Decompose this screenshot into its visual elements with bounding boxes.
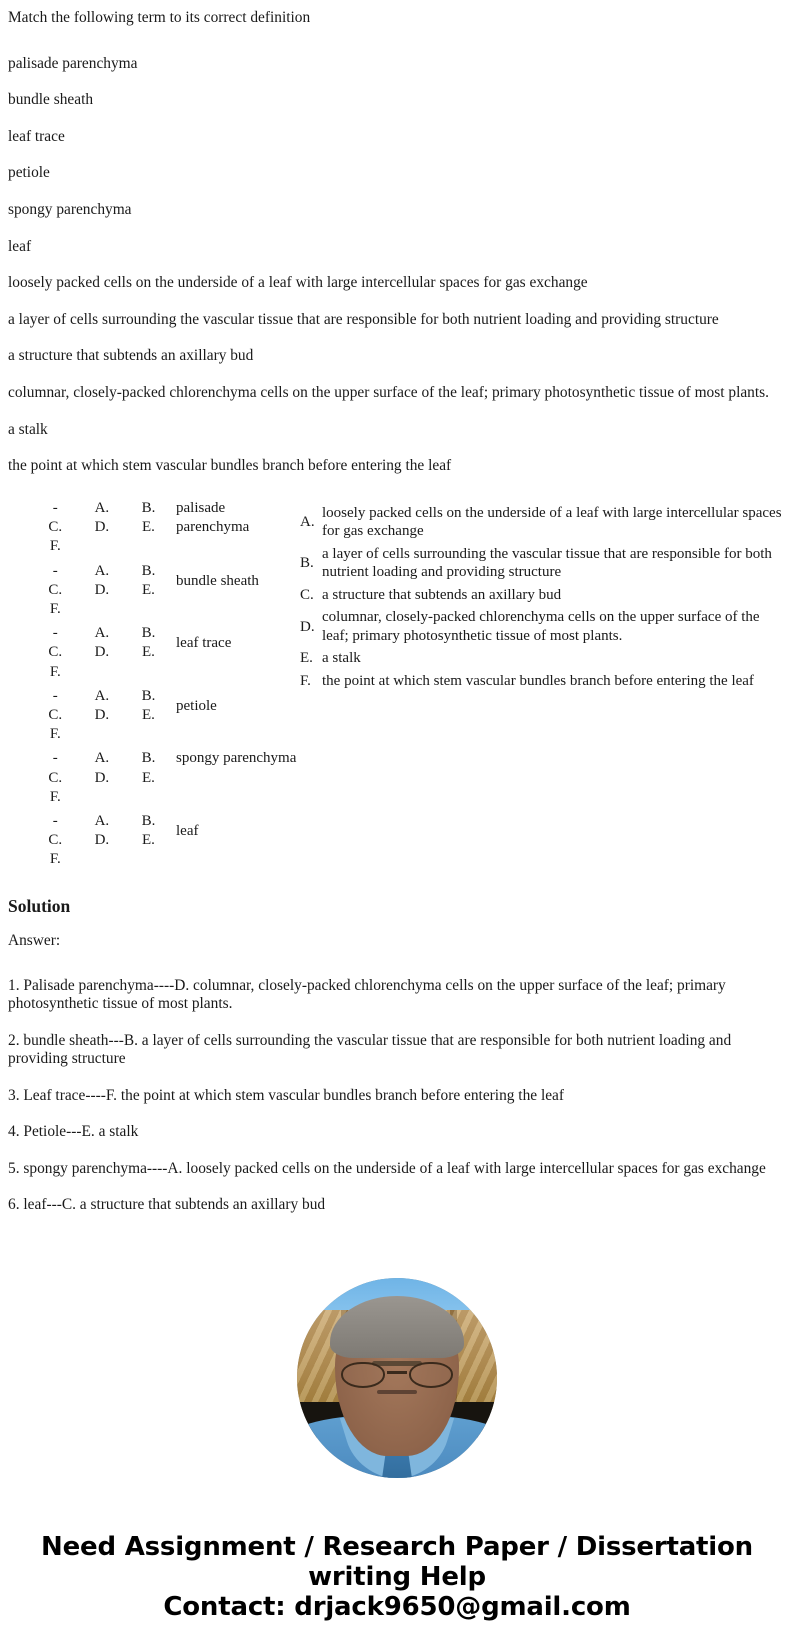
matching-option-C[interactable]: C.	[48, 644, 63, 661]
matching-option-A[interactable]: A.	[94, 687, 110, 704]
footer-line-1: Need Assignment / Research Paper / Dissertation	[41, 1532, 753, 1563]
matching-option-F[interactable]: F.	[49, 726, 61, 743]
matching-row	[32, 807, 300, 870]
definition-row	[300, 545, 786, 582]
statement-line: bundle sheath	[8, 91, 94, 109]
matching-option-F[interactable]: F.	[49, 851, 61, 868]
definition-letter: C.	[300, 586, 314, 603]
portrait-photo-wrapper	[8, 1278, 786, 1478]
matching-option-none[interactable]: -	[52, 812, 58, 829]
matching-option-C[interactable]: C.	[48, 832, 63, 849]
statement-list	[8, 46, 786, 476]
solution-item-list	[8, 968, 786, 1214]
matching-term-label: bundle sheath	[176, 572, 259, 589]
matching-option-B[interactable]: B.	[141, 499, 156, 516]
matching-option-C[interactable]: C.	[48, 581, 63, 598]
matching-option-none[interactable]: -	[52, 750, 58, 767]
footer-advert	[8, 1532, 786, 1642]
solution-item: 3. Leaf trace----F. the point at which stem vascular bundles branch before entering the leaf	[8, 1086, 565, 1104]
matching-option-B[interactable]: B.	[141, 625, 156, 642]
definition-text: a structure that subtends an axillary bud	[322, 586, 562, 603]
definition-letter: B.	[300, 555, 314, 572]
matching-term-label: petiole	[176, 697, 217, 714]
matching-option-F[interactable]: F.	[49, 538, 61, 555]
portrait-photo	[297, 1278, 497, 1478]
definition-letter: A.	[300, 514, 315, 531]
photo-lens-right	[409, 1362, 453, 1388]
definition-letter: F.	[300, 672, 311, 689]
matching-row	[32, 557, 300, 620]
matching-row	[32, 619, 300, 682]
matching-option-E[interactable]: E.	[142, 644, 155, 661]
definition-row	[300, 649, 786, 668]
solution-item: 5. spongy parenchyma----A. loosely packed cells on the underside of a leaf with large intercellular spaces for gas exchange	[8, 1159, 766, 1177]
photo-glasses	[341, 1362, 453, 1388]
matching-option-E[interactable]: E.	[142, 769, 155, 786]
statement-line: palisade parenchyma	[8, 54, 138, 72]
definition-text: loosely packed cells on the underside of a leaf with large intercellular spaces for gas exchange	[322, 504, 782, 540]
photo-lens-left	[341, 1362, 385, 1388]
matching-term-label: leaf	[176, 822, 199, 839]
statement-line: leaf trace	[8, 127, 65, 145]
matching-option-B[interactable]: B.	[141, 687, 156, 704]
solution-heading: Solution	[8, 895, 71, 916]
photo-glasses-bridge	[387, 1371, 407, 1374]
statement-line: a structure that subtends an axillary bud	[8, 347, 254, 365]
question-prompt-section	[8, 0, 786, 475]
statement-line: a stalk	[8, 420, 48, 438]
matching-option-group[interactable]	[32, 494, 172, 557]
statement-line: leaf	[8, 237, 32, 255]
matching-option-group[interactable]	[32, 682, 172, 745]
matching-option-B[interactable]: B.	[141, 562, 156, 579]
definition-row	[300, 504, 786, 541]
statement-line: the point at which stem vascular bundles branch before entering the leaf	[8, 457, 452, 475]
definition-row	[300, 586, 786, 605]
matching-option-group[interactable]	[32, 744, 172, 807]
matching-option-D[interactable]: D.	[94, 832, 110, 849]
matching-option-none[interactable]: -	[52, 625, 58, 642]
matching-option-A[interactable]: A.	[94, 625, 110, 642]
matching-question	[8, 494, 786, 870]
definition-row	[300, 608, 786, 645]
matching-term-label: leaf trace	[176, 635, 232, 652]
definition-letter: E.	[300, 650, 313, 667]
matching-option-none[interactable]: -	[52, 499, 58, 516]
statement-line: petiole	[8, 164, 50, 182]
matching-option-D[interactable]: D.	[94, 706, 110, 723]
matching-option-A[interactable]: A.	[94, 562, 110, 579]
question-prompt: Match the following term to its correct definition	[8, 9, 311, 26]
matching-option-A[interactable]: A.	[94, 499, 110, 516]
matching-row	[32, 682, 300, 745]
matching-option-none[interactable]: -	[52, 562, 58, 579]
matching-option-F[interactable]: F.	[49, 788, 61, 805]
definition-text: columnar, closely-packed chlorenchyma cells on the upper surface of the leaf; primary photosynthetic tissue of most plants.	[322, 609, 760, 644]
matching-option-E[interactable]: E.	[142, 581, 155, 598]
statement-line: a layer of cells surrounding the vascular tissue that are responsible for both nutrient loading and providing structure	[8, 310, 719, 328]
matching-option-A[interactable]: A.	[94, 812, 110, 829]
answer-label: Answer:	[8, 931, 61, 949]
matching-option-F[interactable]: F.	[49, 663, 61, 680]
statement-line: loosely packed cells on the underside of a leaf with large intercellular spaces for gas exchange	[8, 274, 588, 292]
solution-item: 2. bundle sheath---B. a layer of cells surrounding the vascular tissue that are responsible for both nutrient loading and providing structure	[8, 1031, 732, 1067]
definition-text: the point at which stem vascular bundles branch before entering the leaf	[322, 672, 754, 689]
matching-option-group[interactable]	[32, 807, 172, 870]
definition-text: a layer of cells surrounding the vascular tissue that are responsible for both nutrient loading and providing structure	[322, 545, 772, 581]
matching-definitions-column	[300, 494, 786, 695]
statement-line: spongy parenchyma	[8, 201, 132, 219]
definition-text: a stalk	[322, 650, 361, 667]
matching-option-D[interactable]: D.	[94, 519, 110, 536]
matching-option-A[interactable]: A.	[94, 750, 110, 767]
matching-option-C[interactable]: C.	[48, 706, 63, 723]
footer-line-2: writing Help	[308, 1562, 486, 1593]
matching-terms-column	[32, 494, 300, 870]
matching-option-E[interactable]: E.	[142, 519, 155, 536]
statement-line: columnar, closely-packed chlorenchyma cells on the upper surface of the leaf; primary photosynthetic tissue of most plants.	[8, 384, 769, 402]
matching-option-C[interactable]: C.	[48, 769, 63, 786]
matching-option-D[interactable]: D.	[94, 581, 110, 598]
matching-option-E[interactable]: E.	[142, 832, 155, 849]
matching-option-group[interactable]	[32, 557, 172, 620]
matching-option-none[interactable]: -	[52, 687, 58, 704]
footer-line-3: Contact: drjack9650@gmail.com	[163, 1592, 631, 1623]
matching-option-C[interactable]: C.	[48, 519, 63, 536]
matching-row	[32, 494, 300, 557]
definition-row	[300, 672, 786, 691]
solution-item: 1. Palisade parenchyma----D. columnar, closely-packed chlorenchyma cells on the upper surface of the leaf; primary photosynthetic tissue of most plants.	[8, 977, 726, 1013]
matching-term-label: spongy parenchyma	[176, 750, 297, 767]
matching-option-D[interactable]: D.	[94, 769, 110, 786]
matching-option-E[interactable]: E.	[142, 706, 155, 723]
matching-option-group[interactable]	[32, 619, 172, 682]
matching-row	[32, 744, 300, 807]
matching-option-F[interactable]: F.	[49, 600, 61, 617]
matching-term-label: palisade parenchyma	[176, 499, 250, 536]
solution-item: 4. Petiole---E. a stalk	[8, 1123, 139, 1141]
solution-item: 6. leaf---C. a structure that subtends an axillary bud	[8, 1196, 326, 1214]
matching-option-B[interactable]: B.	[141, 812, 156, 829]
matching-option-B[interactable]: B.	[141, 750, 156, 767]
definition-letter: D.	[300, 618, 315, 635]
matching-option-D[interactable]: D.	[94, 644, 110, 661]
photo-mouth	[377, 1390, 417, 1394]
